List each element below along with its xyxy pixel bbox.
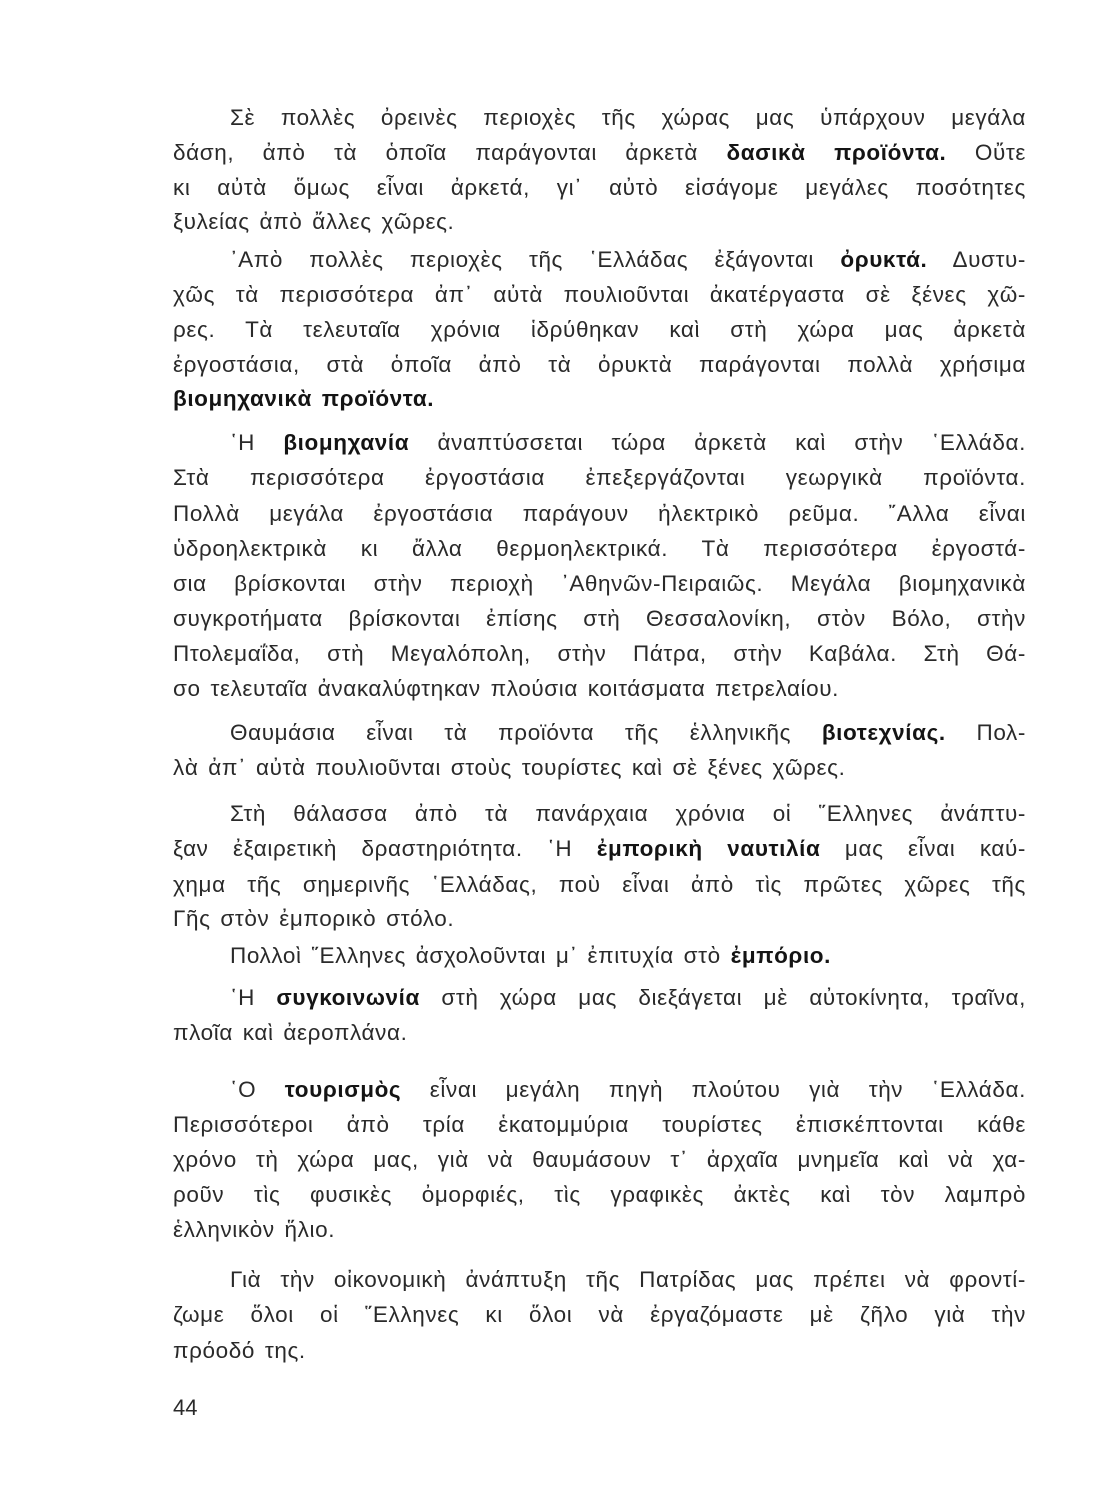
text-line bbox=[173, 1107, 1026, 1143]
text-line bbox=[230, 1262, 1026, 1298]
text-line bbox=[173, 566, 1026, 602]
text-segment: Γιὰ τὴν οἰκονομικὴ ἀνάπτυξη τῆς Πατρίδας μας πρέπει νὰ φροντί- bbox=[230, 1267, 1026, 1292]
text-segment: Πολλὰ μεγάλα ἐργοστάσια παράγουν ἠλεκτρικὸ ρεῦμα. ῎Αλλα εἶναι bbox=[173, 501, 1026, 526]
text-segment: ἑλληνικὸν ἥλιο. bbox=[173, 1217, 336, 1242]
text-segment: πρόοδό της. bbox=[173, 1338, 306, 1363]
text-segment: εἶναι μεγάλη πηγὴ πλούτου γιὰ τὴν ῾Ελλάδα. bbox=[401, 1077, 1026, 1102]
text-segment: Οὔτε bbox=[946, 140, 1026, 165]
text-segment: πλοῖα καὶ ἀεροπλάνα. bbox=[173, 1020, 408, 1045]
text-line bbox=[173, 1212, 1026, 1248]
bold-term: ὀρυκτά. bbox=[840, 247, 928, 272]
text-line bbox=[230, 715, 1026, 751]
text-segment: σο τελευταῖα ἀνακαλύφτηκαν πλούσια κοιτάσματα πετρελαίου. bbox=[173, 676, 840, 701]
text-line bbox=[230, 938, 1026, 974]
text-segment: ὑδροηλεκτρικὰ κι ἄλλα θερμοηλεκτρικά. Τὰ περισσότερα ἐργοστά- bbox=[173, 536, 1026, 561]
text-line bbox=[230, 425, 1026, 461]
text-segment: ῾Ο bbox=[230, 1077, 285, 1102]
text-segment: δάση, ἀπὸ τὰ ὁποῖα παράγονται ἀρκετὰ bbox=[173, 140, 727, 165]
text-line bbox=[230, 980, 1026, 1016]
bold-term: βιοτεχνίας. bbox=[821, 720, 946, 745]
bold-term: βιομηχανικὰ προϊόντα. bbox=[173, 386, 435, 411]
text-segment: Πολ- bbox=[945, 720, 1026, 745]
text-line bbox=[173, 750, 1026, 786]
text-segment: Στὰ περισσότερα ἐργοστάσια ἐπεξεργάζονται γεωργικὰ προϊόντα. bbox=[173, 465, 1026, 490]
text-segment: ξαν ἐξαιρετικὴ δραστηριότητα. ῾Η bbox=[173, 836, 597, 861]
text-segment: ξυλείας ἀπὸ ἄλλες χῶρες. bbox=[173, 209, 455, 234]
text-line bbox=[173, 204, 1026, 240]
page-number: 44 bbox=[173, 1395, 198, 1420]
bold-term: τουρισμὸς bbox=[284, 1077, 402, 1102]
text-segment: λὰ ἀπ᾽ αὐτὰ πουλιοῦνται στοὺς τουρίστες καὶ σὲ ξένες χῶρες. bbox=[173, 755, 846, 780]
text-segment: Γῆς στὸν ἐμπορικὸ στόλο. bbox=[173, 906, 455, 931]
text-line bbox=[173, 601, 1026, 637]
text-line bbox=[230, 1072, 1026, 1108]
text-segment: Πολλοὶ ῞Ελληνες ἀσχολοῦνται μ᾽ ἐπιτυχία στὸ bbox=[230, 943, 731, 968]
text-line bbox=[173, 347, 1026, 383]
text-line bbox=[173, 381, 1026, 417]
text-segment: στὴ χώρα μας διεξάγεται μὲ αὐτοκίνητα, τραῖνα, bbox=[419, 985, 1026, 1010]
text-line bbox=[173, 531, 1026, 567]
text-line bbox=[173, 277, 1026, 313]
text-line bbox=[230, 100, 1026, 136]
text-line bbox=[173, 1142, 1026, 1178]
text-line bbox=[173, 170, 1026, 206]
text-segment: ῾Η bbox=[230, 430, 284, 455]
bold-term: συγκοινωνία bbox=[276, 985, 420, 1010]
text-line bbox=[173, 496, 1026, 532]
bold-term: ἐμπορικὴ ναυτιλία bbox=[596, 836, 821, 861]
text-segment: Σὲ πολλὲς ὀρεινὲς περιοχὲς τῆς χώρας μας ὑπάρχουν μεγάλα bbox=[230, 105, 1026, 130]
text-segment: Δυστυ- bbox=[927, 247, 1026, 272]
text-segment: ζωμε ὅλοι οἱ ῞Ελληνες κι ὅλοι νὰ ἐργαζόμαστε μὲ ζῆλο γιὰ τὴν bbox=[173, 1302, 1026, 1327]
text-line bbox=[173, 1015, 1026, 1051]
text-line bbox=[173, 1297, 1026, 1333]
text-segment: ᾿Απὸ πολλὲς περιοχὲς τῆς ῾Ελλάδας ἐξάγονται bbox=[230, 247, 841, 272]
text-segment: Στὴ θάλασσα ἀπὸ τὰ πανάρχαια χρόνια οἱ ῞Ελληνες ἀνάπτυ- bbox=[230, 801, 1026, 826]
text-line bbox=[173, 671, 1026, 707]
text-segment: Θαυμάσια εἶναι τὰ προϊόντα τῆς ἑλληνικῆς bbox=[230, 720, 822, 745]
text-line bbox=[173, 831, 1026, 867]
text-line bbox=[173, 636, 1026, 672]
text-line bbox=[173, 135, 1026, 171]
text-line bbox=[230, 242, 1026, 278]
text-segment: χρόνο τὴ χώρα μας, γιὰ νὰ θαυμάσουν τ᾽ ἀρχαῖα μνημεῖα καὶ νὰ χα- bbox=[173, 1147, 1026, 1172]
text-segment: Περισσότεροι ἀπὸ τρία ἑκατομμύρια τουρίστες ἐπισκέπτονται κάθε bbox=[173, 1112, 1026, 1137]
text-segment: ἀναπτύσσεται τώρα ἀρκετὰ καὶ στὴν ῾Ελλάδα. bbox=[409, 430, 1026, 455]
text-segment: ρες. Τὰ τελευταῖα χρόνια ἱδρύθηκαν καὶ στὴ χώρα μας ἀρκετὰ bbox=[173, 317, 1026, 342]
text-line bbox=[230, 796, 1026, 832]
text-segment: συγκροτήματα βρίσκονται ἐπίσης στὴ Θεσσαλονίκη, στὸν Βόλο, στὴν bbox=[173, 606, 1026, 631]
text-segment: ἐργοστάσια, στὰ ὁποῖα ἀπὸ τὰ ὀρυκτὰ παράγονται πολλὰ χρήσιμα bbox=[173, 352, 1026, 377]
bold-term: ἐμπόριο. bbox=[730, 943, 831, 968]
bold-term: δασικὰ προϊόντα. bbox=[726, 140, 947, 165]
text-line bbox=[173, 312, 1026, 348]
text-segment: χῶς τὰ περισσότερα ἀπ᾽ αὐτὰ πουλιοῦνται ἀκατέργαστα σὲ ξένες χῶ- bbox=[173, 282, 1026, 307]
text-segment: Πτολεμαΐδα, στὴ Μεγαλόπολη, στὴν Πάτρα, στὴν Καβάλα. Στὴ Θά- bbox=[173, 641, 1026, 666]
text-segment: σια βρίσκονται στὴν περιοχὴ ᾿Αθηνῶν-Πειραιῶς. Μεγάλα βιομηχανικὰ bbox=[173, 571, 1026, 596]
text-line bbox=[173, 460, 1026, 496]
text-segment: ροῦν τὶς φυσικὲς ὀμορφιές, τὶς γραφικὲς ἀκτὲς καὶ τὸν λαμπρὸ bbox=[173, 1182, 1026, 1207]
text-segment: κι αὐτὰ ὅμως εἶναι ἀρκετά, γι᾽ αὐτὸ εἰσάγομε μεγάλες ποσότητες bbox=[173, 175, 1026, 200]
text-line bbox=[173, 901, 1026, 937]
text-segment: χημα τῆς σημερινῆς ῾Ελλάδας, ποὺ εἶναι ἀπὸ τὶς πρῶτες χῶρες τῆς bbox=[173, 872, 1026, 897]
text-line bbox=[173, 867, 1026, 903]
text-segment: ῾Η bbox=[230, 985, 277, 1010]
text-segment: μας εἶναι καύ- bbox=[820, 836, 1026, 861]
text-line bbox=[173, 1177, 1026, 1213]
bold-term: βιομηχανία bbox=[283, 430, 410, 455]
text-line bbox=[173, 1333, 1026, 1369]
